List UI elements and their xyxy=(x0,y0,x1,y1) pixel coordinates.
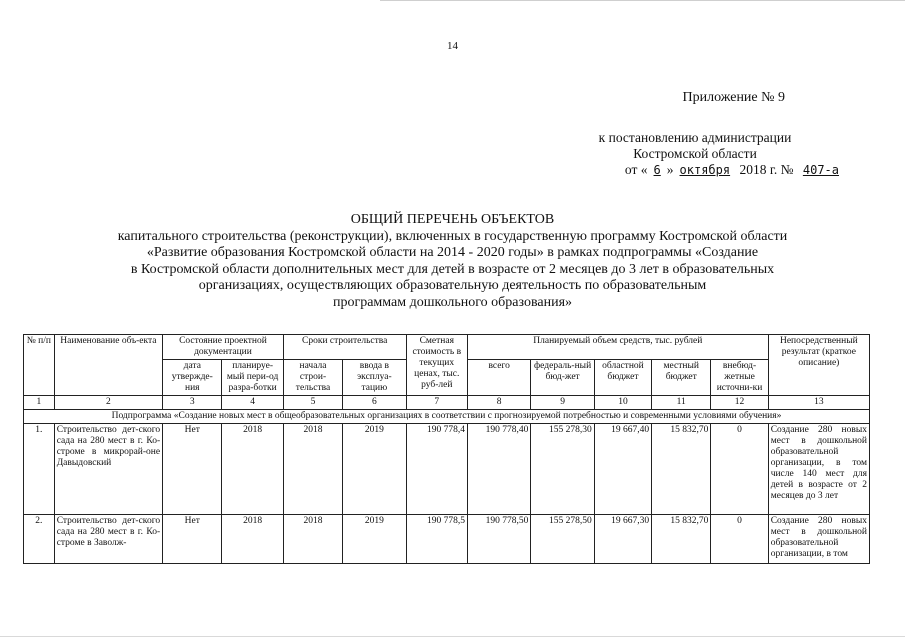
appendix-label: Приложение № 9 xyxy=(682,90,785,105)
cell-cost: 190 778,4 xyxy=(406,424,467,515)
header-funds-total: всего xyxy=(467,360,530,396)
cell-federal: 155 278,50 xyxy=(531,515,594,564)
table-row xyxy=(24,515,870,564)
decree-line-1: к постановлению администрации xyxy=(598,130,792,145)
cell-total: 190 778,50 xyxy=(467,515,530,564)
header-terms: Сроки строительства xyxy=(283,335,406,360)
col-number: 12 xyxy=(711,396,768,410)
header-terms-commission: ввода в эксплуа-тацию xyxy=(343,360,406,396)
decree-date-line xyxy=(545,162,845,178)
cell-result: Создание 280 новых мест в дошкольной образовательной организации, в том числе 140 мест для детей в возрасте от 2 месяцев до 3 лет xyxy=(768,424,869,515)
col-number: 2 xyxy=(54,396,162,410)
header-cost: Сметная стоимость в текущих ценах, тыс. руб-лей xyxy=(406,335,467,396)
subprogram-title: Подпрограмма «Создание новых мест в общеобразовательных организациях в соответствии с прогнозируемой потребностью и современными условиями обучения» xyxy=(24,410,870,424)
header-docs-date: дата утвержде-ния xyxy=(163,360,222,396)
col-number: 8 xyxy=(467,396,530,410)
header-terms-start: начала строи-тельства xyxy=(283,360,342,396)
title-line-5: организациях, осуществляющих образовательную деятельность по образовательным xyxy=(198,278,707,293)
title-line-4: в Костромской области дополнительных мест для детей в возрасте от 2 месяцев до 3 лет в образовательных xyxy=(130,261,775,277)
cell-num: 1. xyxy=(24,424,55,515)
date-year: 2018 г. № xyxy=(739,162,794,177)
date-day: 6 xyxy=(653,163,661,177)
table-header-row-1 xyxy=(24,335,870,360)
header-funds-extra: внебюд-жетные источни-ки xyxy=(711,360,768,396)
header-funds-local: местный бюджет xyxy=(652,360,711,396)
title-line-2: капитального строительства (реконструкции), включенных в государственную программу Костромской области xyxy=(117,228,788,244)
cell-docs-plan: 2018 xyxy=(222,515,283,564)
cell-docs-plan: 2018 xyxy=(222,424,283,515)
cell-result: Создание 280 новых мест в дошкольной образовательной организации, в том xyxy=(768,515,869,564)
cell-num: 2. xyxy=(24,515,55,564)
title-line-1: ОБЩИЙ ПЕРЕЧЕНЬ ОБЪЕКТОВ xyxy=(350,212,555,227)
header-docs: Состояние проектной документации xyxy=(163,335,284,360)
cell-local: 15 832,70 xyxy=(652,424,711,515)
cell-commission: 2019 xyxy=(343,515,406,564)
col-number: 6 xyxy=(343,396,406,410)
header-result: Непосредственный результат (краткое описание) xyxy=(768,335,869,396)
header-num: № п/п xyxy=(24,335,55,396)
col-number: 3 xyxy=(163,396,222,410)
title-line-6: программам дошкольного образования» xyxy=(332,294,573,310)
header-docs-plan: планируе-мый пери-од разра-ботки xyxy=(222,360,283,396)
col-number: 4 xyxy=(222,396,283,410)
cell-start: 2018 xyxy=(283,424,342,515)
cell-total: 190 778,40 xyxy=(467,424,530,515)
cell-extra: 0 xyxy=(711,424,768,515)
cell-cost: 190 778,5 xyxy=(406,515,467,564)
date-mid: » xyxy=(666,162,674,177)
cell-local: 15 832,70 xyxy=(652,515,711,564)
decree-number: 407-а xyxy=(802,163,839,177)
cell-name: Строительство дет-ского сада на 280 мест в г. Ко-строме в микрорай-оне Давыдовский xyxy=(54,424,162,515)
cell-docs-date: Нет xyxy=(163,424,222,515)
cell-regional: 19 667,40 xyxy=(594,424,651,515)
cell-name: Строительство дет-ского сада на 280 мест в г. Ко-строме в Заволж- xyxy=(54,515,162,564)
decree-line-2: Костромской области xyxy=(633,146,757,161)
page-number: 14 xyxy=(447,40,458,52)
table-row xyxy=(24,424,870,515)
document-title xyxy=(0,212,905,311)
header-name: Наименование объ-екта xyxy=(54,335,162,396)
header-funds-federal: федераль-ный бюд-жет xyxy=(531,360,594,396)
cell-extra: 0 xyxy=(711,515,768,564)
col-number: 5 xyxy=(283,396,342,410)
objects-table xyxy=(23,334,870,564)
header-funds-regional: областной бюджет xyxy=(594,360,651,396)
date-prefix: от « xyxy=(624,162,648,177)
subprogram-row xyxy=(24,410,870,424)
col-number: 1 xyxy=(24,396,55,410)
column-number-row xyxy=(24,396,870,410)
col-number: 11 xyxy=(652,396,711,410)
decree-reference xyxy=(545,130,845,178)
cell-federal: 155 278,30 xyxy=(531,424,594,515)
cell-commission: 2019 xyxy=(343,424,406,515)
cell-docs-date: Нет xyxy=(163,515,222,564)
cell-regional: 19 667,30 xyxy=(594,515,651,564)
scan-edge-top xyxy=(380,0,905,1)
scan-edge-bottom xyxy=(0,636,905,637)
cell-start: 2018 xyxy=(283,515,342,564)
date-month: октября xyxy=(679,163,731,177)
col-number: 10 xyxy=(594,396,651,410)
col-number: 9 xyxy=(531,396,594,410)
header-funds: Планируемый объем средств, тыс. рублей xyxy=(467,335,768,360)
title-line-3: «Развитие образования Костромской области на 2014 - 2020 годы» в рамках подпрограммы «Создание xyxy=(146,245,759,260)
col-number: 13 xyxy=(768,396,869,410)
col-number: 7 xyxy=(406,396,467,410)
